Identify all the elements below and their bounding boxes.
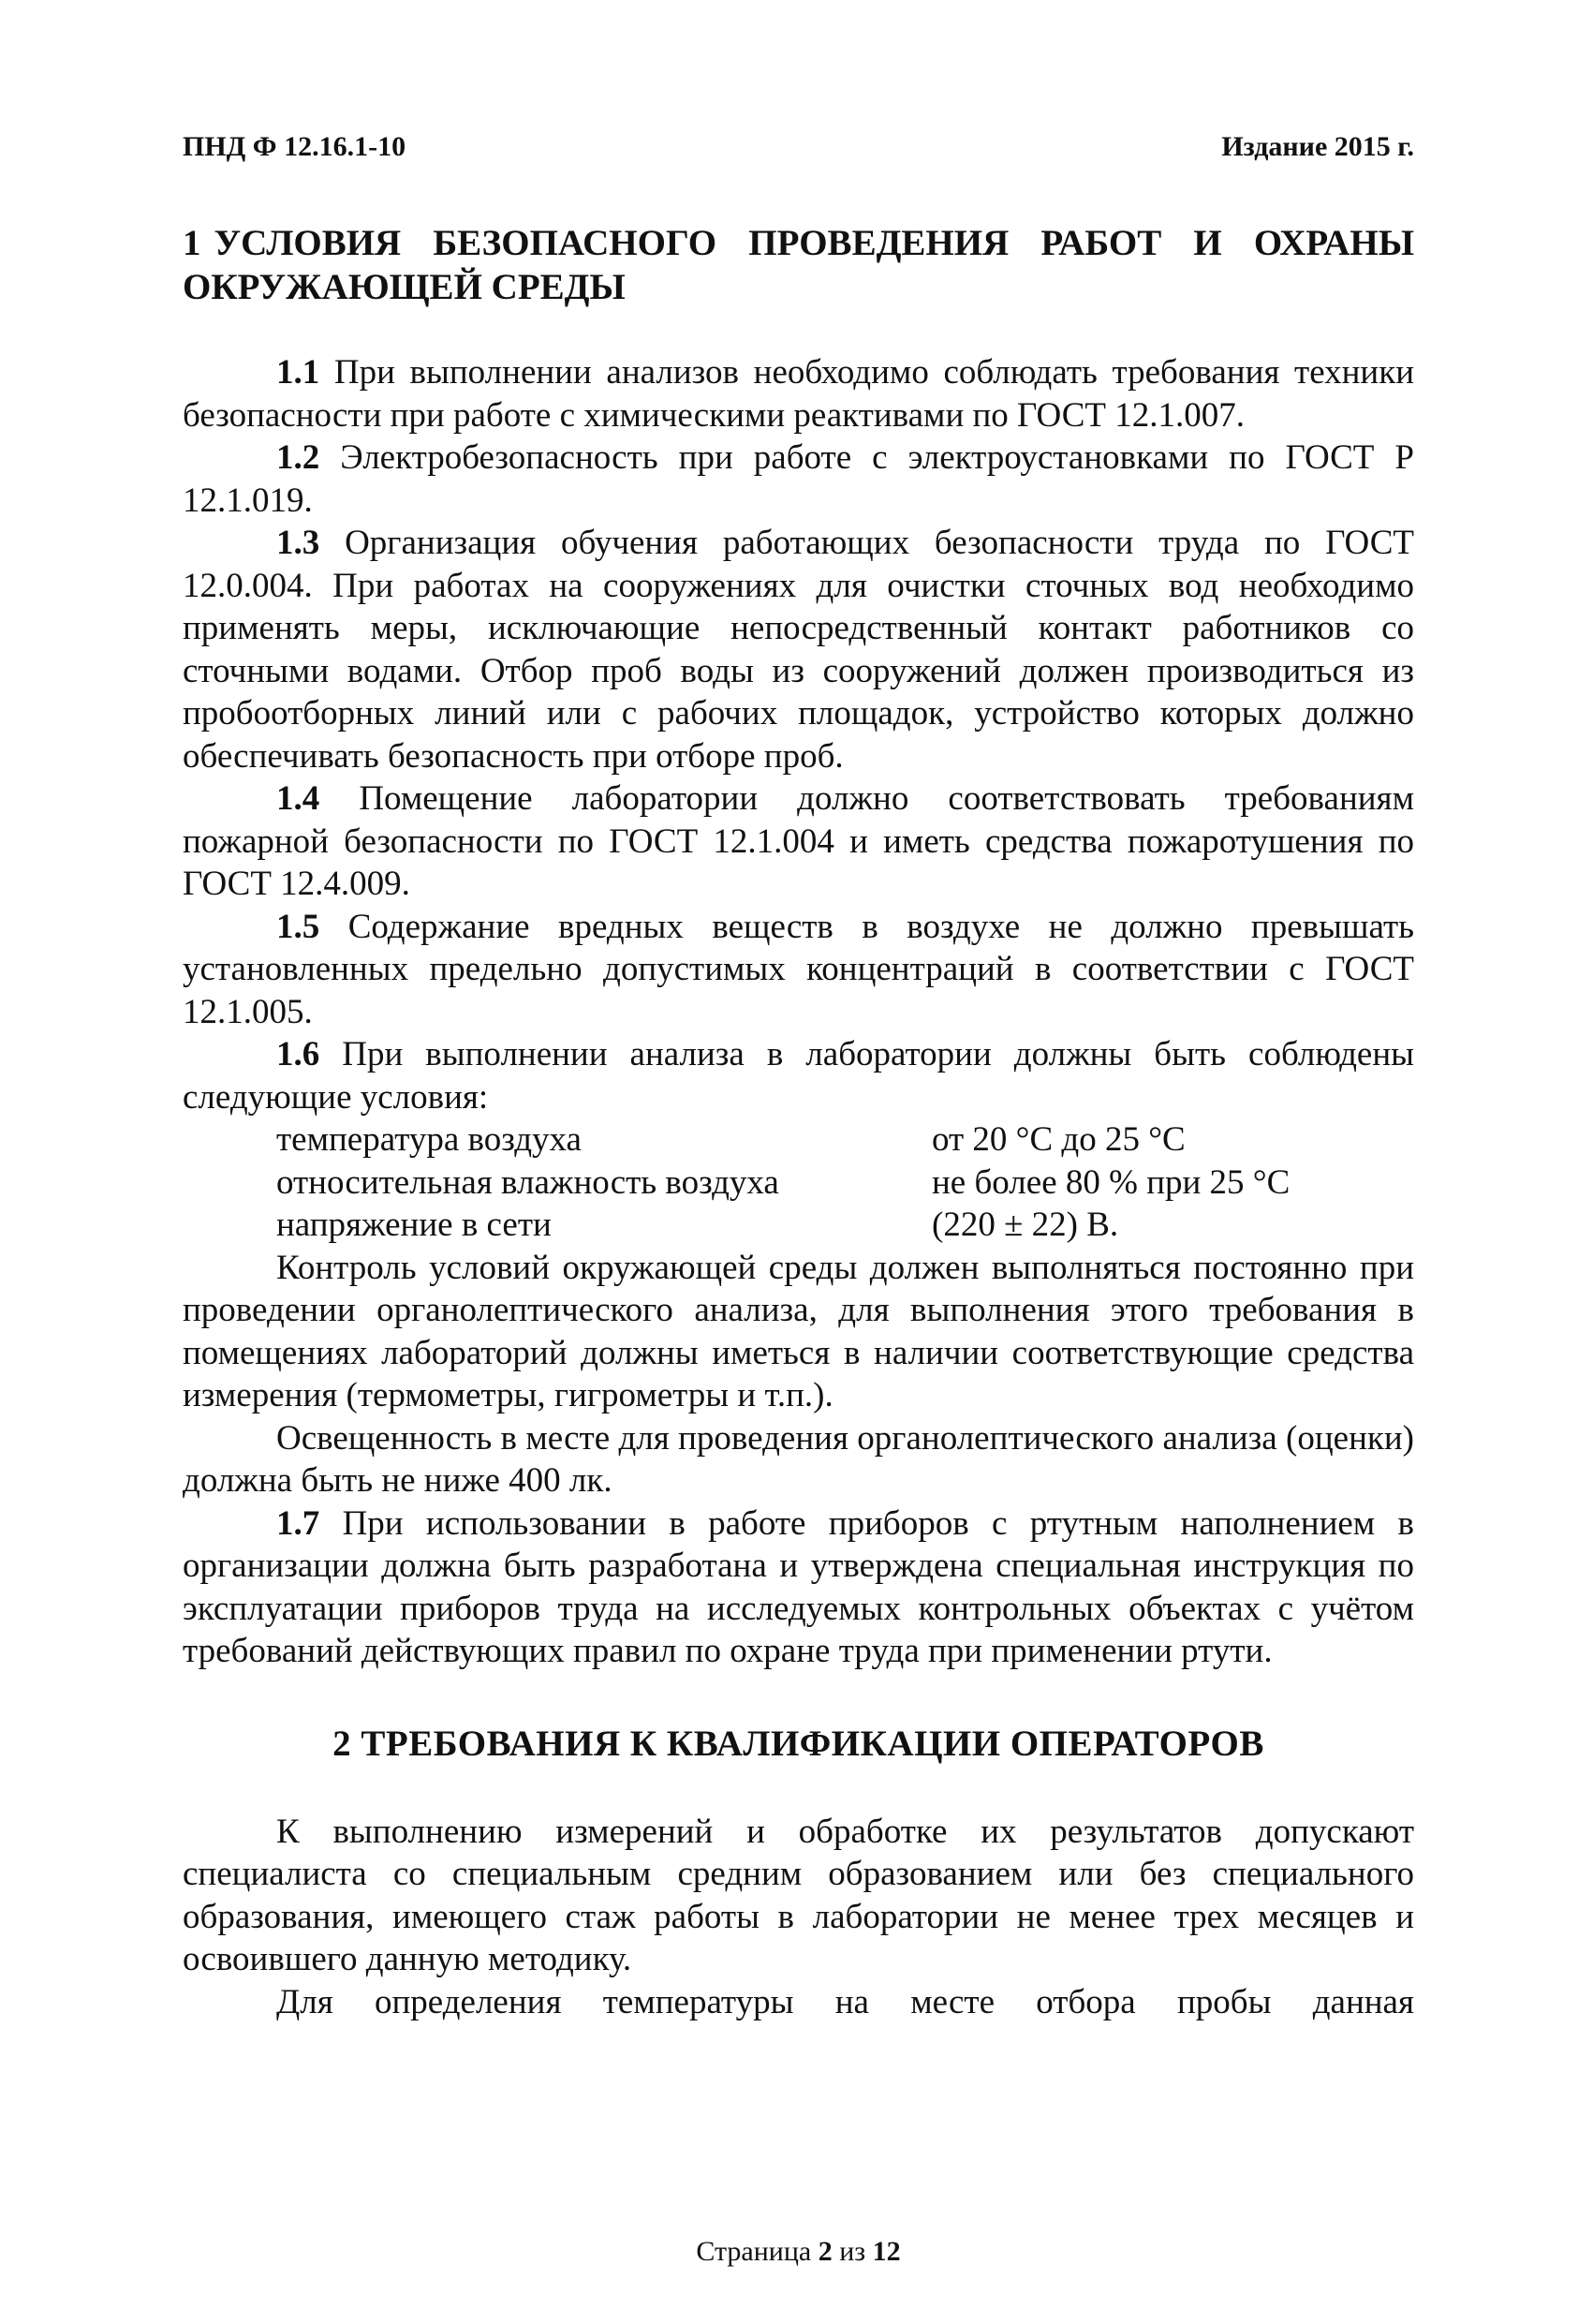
edition-label: Издание 2015 г. [1221, 131, 1414, 162]
paragraph-text: При использовании в работе приборов с ртутным наполнением в организации должна быть разработана и утверждена специальная инструкция по эксплуатации приборов труда на исследуемых контрольных объектах с учётом требований действующих правил по охране труда при применении ртути. [183, 1503, 1414, 1670]
condition-value: от 20 °С до 25 °С [932, 1120, 1186, 1159]
page-footer [183, 2236, 1414, 2268]
page-total: 12 [872, 2236, 901, 2267]
page-header [183, 131, 1414, 174]
paragraph-number: 1.5 [276, 907, 320, 946]
paragraph-number: 1.6 [276, 1035, 320, 1073]
condition-name: напряжение в сети [276, 1206, 552, 1244]
doc-code: ПНД Ф 12.16.1-10 [183, 131, 406, 162]
condition-name: относительная влажность воздуха [276, 1162, 779, 1202]
section-2-title: 2 ТРЕБОВАНИЯ К КВАЛИФИКАЦИИ ОПЕРАТОРОВ [332, 1723, 1264, 1764]
condition-name: температура воздуха [276, 1120, 582, 1159]
paragraph-text: При выполнении анализов необходимо соблюдать требования техники безопасности при работе с химическими реактивами по ГОСТ 12.1.007. [183, 353, 1415, 435]
condition-value: не более 80 % при 25 °С [932, 1162, 1291, 1202]
paragraph-1-5 [183, 906, 1414, 1034]
paragraph-1-2 [183, 437, 1414, 522]
page-label: Страница [696, 2236, 812, 2267]
paragraph-1-1 [183, 351, 1414, 437]
paragraph-1-6 [183, 1033, 1414, 1118]
paragraph-text: Помещение лаборатории должно соответствовать требованиям пожарной безопасности по ГОСТ 12.1.004 и иметь средства пожаротушения по ГОСТ 12.4.009. [183, 779, 1414, 903]
paragraph-illumination: Освещенность в месте для проведения органолептического анализа (оценки) должна быть не ниже 400 лк. [183, 1418, 1414, 1500]
paragraph-text: Организация обучения работающих безопасности труда по ГОСТ 12.0.004. При работах на сооружениях для очистки сточных вод необходимо применять меры, исключающие непосредственный контакт работников со сточными водами. Отбор проб воды из сооружений должен производиться из пробоотборных линий или с рабочих площадок, устройство которых должно обеспечивать безопасность при отборе проб. [183, 524, 1415, 776]
condition-row [183, 1204, 1414, 1247]
condition-row [183, 1162, 1414, 1205]
page-number: 2 [818, 2236, 833, 2267]
paragraph-number: 1.7 [276, 1503, 320, 1543]
document-page [183, 131, 1414, 2286]
page-of: из [839, 2236, 866, 2267]
paragraph-number: 1.2 [276, 438, 320, 477]
paragraph-number: 1.3 [276, 524, 320, 562]
paragraph-environment-control: Контроль условий окружающей среды должен выполняться постоянно при проведении органолептического анализа, для выполнения этого требования в помещениях лабораторий должны иметься в наличии соответствующие средства измерения (термометры, гигрометры и т.п.). [183, 1248, 1414, 1414]
paragraph-number: 1.1 [276, 353, 320, 392]
conditions-table [183, 1118, 1414, 1247]
section-1-title-text: УСЛОВИЯ БЕЗОПАСНОГО ПРОВЕДЕНИЯ РАБОТ И ОХРАНЫ ОКРУЖАЮЩЕЙ СРЕДЫ [183, 223, 1414, 307]
paragraph-1-3 [183, 522, 1414, 777]
paragraph-1-7 [183, 1502, 1414, 1673]
paragraph-text: При выполнении анализа в лаборатории должны быть соблюдены следующие условия: [183, 1035, 1415, 1117]
condition-row [183, 1118, 1414, 1162]
paragraph-number: 1.4 [276, 779, 320, 818]
paragraph-1-4 [183, 777, 1414, 906]
paragraph-2-2: Для определения температуры на месте отбора пробы данная [276, 1982, 1414, 2021]
paragraph-text: Электробезопасность при работе с электроустановками по ГОСТ Р 12.1.019. [183, 438, 1415, 520]
condition-value: (220 ± 22) В. [932, 1206, 1119, 1244]
paragraph-text: Содержание вредных веществ в воздухе не должно превышать установленных предельно допустимых концентраций в соответствии с ГОСТ 12.1.005. [183, 907, 1414, 1031]
section-1-title [183, 221, 1414, 309]
paragraph-2-1: К выполнению измерений и обработке их результатов допускают специалиста со специальным средним образованием или без специального образования, имеющего стаж работы в лаборатории не менее трех месяцев и освоившего данную методику. [183, 1812, 1414, 1978]
section-1-number: 1 [183, 223, 201, 263]
